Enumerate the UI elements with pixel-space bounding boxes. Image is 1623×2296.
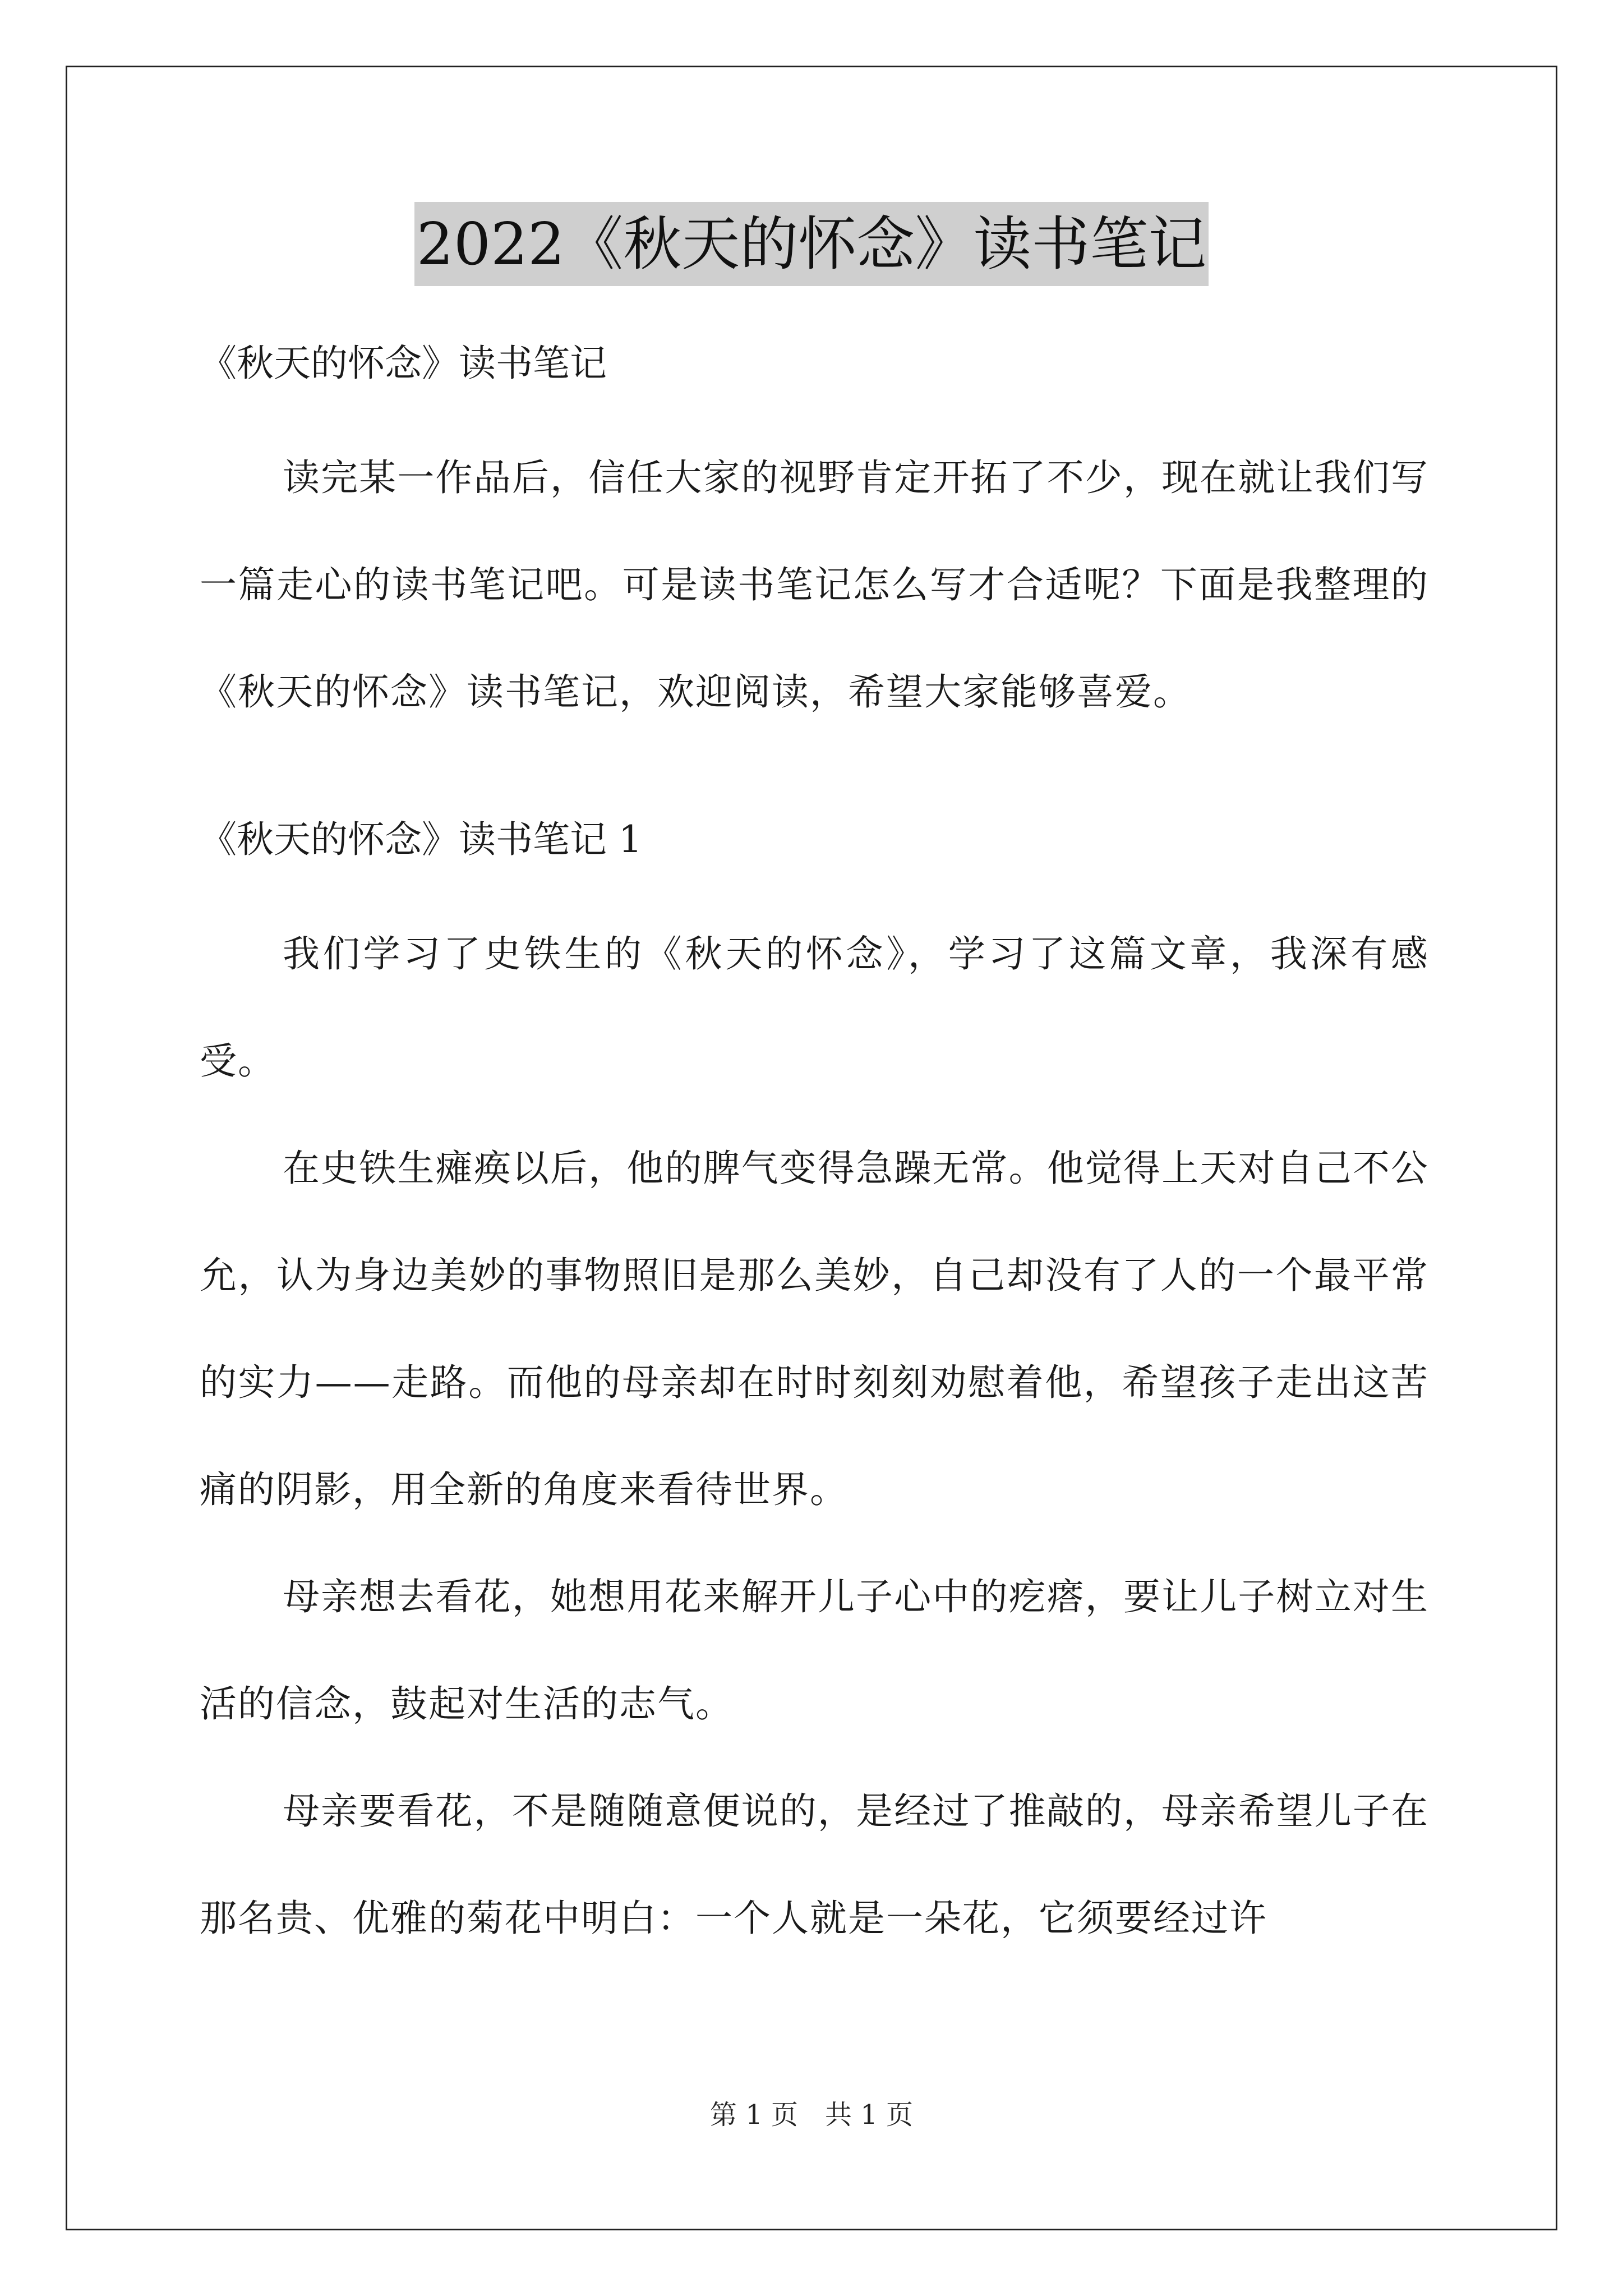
document-body bbox=[200, 337, 1429, 1972]
body-paragraph: 母亲要看花，不是随随意便说的，是经过了推敲的，母亲希望儿子在那名贵、优雅的菊花中明白：一个人就是一朵花，它须要经过许 bbox=[200, 1789, 1429, 1940]
body-paragraph: 在史铁生瘫痪以后，他的脾气变得急躁无常。他觉得上天对自己不公允，认为身边美妙的事物照旧是那么美妙，自己却没有了人的一个最平常的实力——走路。而他的母亲却在时时刻刻劝慰着他，希望孩子走出这苦痛的阴影，用全新的角度来看待世界。 bbox=[200, 1147, 1429, 1511]
section-heading: 《秋天的怀念》读书笔记 1 bbox=[200, 818, 642, 861]
page-footer bbox=[0, 2098, 1623, 2132]
body-paragraph: 母亲想去看花，她想用花来解开儿子心中的疙瘩，要让儿子树立对生活的信念，鼓起对生活的志气。 bbox=[200, 1575, 1429, 1726]
title-container bbox=[0, 202, 1623, 286]
page-number: 第 1 页 bbox=[709, 2099, 798, 2131]
subtitle: 《秋天的怀念》读书笔记 bbox=[200, 342, 607, 385]
document-title: 2022《秋天的怀念》读书笔记 bbox=[414, 202, 1209, 286]
page-total: 共 1 页 bbox=[825, 2099, 914, 2131]
body-paragraph: 我们学习了史铁生的《秋天的怀念》，学习了这篇文章，我深有感受。 bbox=[200, 932, 1429, 1083]
intro-paragraph: 读完某一作品后，信任大家的视野肯定开拓了不少，现在就让我们写一篇走心的读书笔记吧。可是读书笔记怎么写才合适呢？下面是我整理的《秋天的怀念》读书笔记，欢迎阅读，希望大家能够喜爱。 bbox=[200, 456, 1429, 714]
